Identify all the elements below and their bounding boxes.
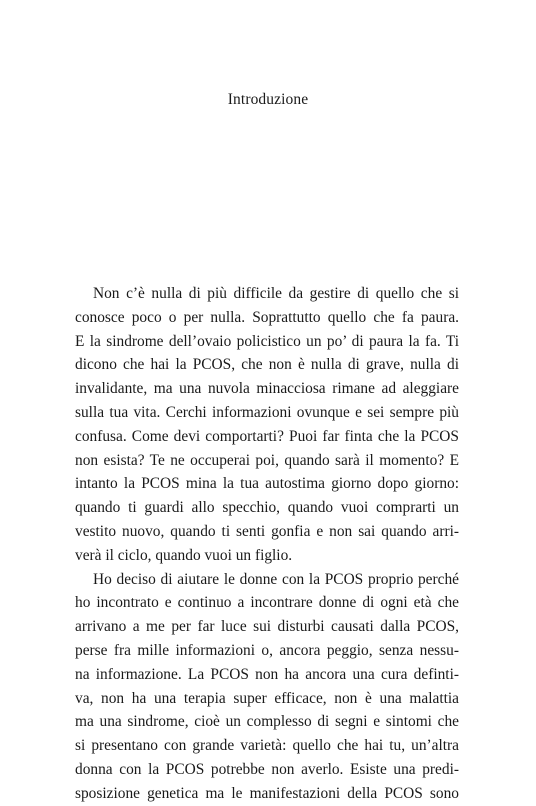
text-line: invalidante, ma una nuvola minacciosa rimane ad aleggiare	[75, 380, 459, 398]
text-line: E la sindrome dell’ovaio policistico un po’ di paura la fa. Ti	[75, 332, 459, 350]
text-line: na informazione. La PCOS non ha ancora una cura definti-	[75, 665, 459, 683]
text-line: conosce poco o per nulla. Soprattutto quello che fa paura.	[75, 308, 459, 326]
text-line: ho incontrato e continuo a incontrare donne di ogni età che	[75, 594, 459, 612]
text-line: Ho deciso di aiutare le donne con la PCOS proprio perché	[93, 570, 459, 588]
text-line: sulla tua vita. Cerchi informazioni ovunque e sei sempre più	[75, 403, 459, 421]
text-line: va, non ha una terapia super efficace, non è una malattia	[75, 689, 459, 707]
text-line: quando ti guardi allo specchio, quando vuoi comprarti un	[75, 499, 459, 517]
chapter-title: Introduzione	[227, 91, 309, 108]
text-line: arrivano a me per far luce sui disturbi causati dalla PCOS,	[75, 618, 459, 636]
text-line: vestito nuovo, quando ti senti gonfia e non sai quando arri-	[75, 522, 459, 540]
body-text	[75, 282, 459, 806]
text-line: intanto la PCOS mina la tua autostima giorno dopo giorno:	[75, 475, 459, 493]
text-line: confusa. Come devi comportarti? Puoi far finta che la PCOS	[75, 427, 459, 445]
text-line: si presentano con grande varietà: quello che hai tu, un’altra	[75, 737, 459, 755]
text-line: donna con la PCOS potrebbe non averlo. Esiste una predi-	[75, 760, 459, 778]
text-line: non esista? Te ne occuperai poi, quando sarà il momento? E	[75, 451, 459, 469]
text-line: sposizione genetica ma le manifestazioni della PCOS sono	[75, 784, 459, 802]
text-line: perse fra mille informazioni o, ancora peggio, senza nessu-	[75, 641, 459, 659]
text-line: dicono che hai la PCOS, che non è nulla di grave, nulla di	[75, 356, 459, 374]
text-line: verà il ciclo, quando vuoi un figlio.	[75, 546, 293, 564]
text-line: Non c’è nulla di più difficile da gestire di quello che si	[93, 285, 459, 302]
text-line: ma una sindrome, cioè un complesso di segni e sintomi che	[75, 713, 459, 731]
